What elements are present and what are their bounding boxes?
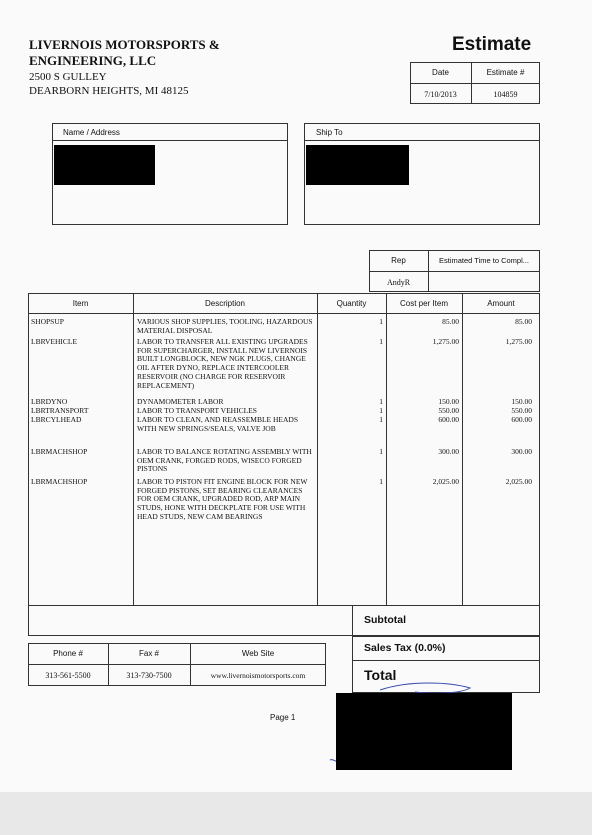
row-6-qty: 1 xyxy=(379,447,383,456)
row-7-cost: 2,025.00 xyxy=(432,477,459,486)
rep-value: AndyR xyxy=(386,278,411,287)
row-6-item: LBRMACHSHOP xyxy=(31,447,88,456)
row-1-qty: 1 xyxy=(379,317,383,326)
row-5-description: LABOR TO CLEAN, AND REASSEMBLE HEADS WITH NEW SPRINGS/SEALS, VALVE JOB xyxy=(137,415,298,433)
company-city: DEARBORN HEIGHTS, MI 48125 xyxy=(29,85,189,97)
header-quantity: Quantity xyxy=(336,299,367,308)
estimate-number-value: 104859 xyxy=(493,90,518,99)
redacted-name-block xyxy=(54,145,155,185)
company-address xyxy=(29,70,189,98)
estimate-number-label: Estimate # xyxy=(486,68,525,77)
name-address-label: Name / Address xyxy=(63,128,120,137)
row-1-cost: 85.00 xyxy=(442,317,459,326)
row-6-description: LABOR TO BALANCE ROTATING ASSEMBLY WITH OEM CRANK, FORGED RODS, WISECO FORGED PISTONS xyxy=(137,447,312,474)
website-value: www.livernoismotorsports.com xyxy=(210,671,306,680)
row-2-qty: 1 xyxy=(379,337,383,346)
row-5-item: LBRCYLHEAD xyxy=(31,415,82,424)
row-2-item: LBRVEHICLE xyxy=(31,337,78,346)
row-2-amount: 1,275.00 xyxy=(505,337,532,346)
row-7-amount: 2,025.00 xyxy=(505,477,532,486)
row-5-cost: 600.00 xyxy=(438,415,459,424)
document-title: Estimate xyxy=(452,34,532,55)
row-2-description: LABOR TO TRANSFER ALL EXISTING UPGRADES FOR SUPERCHARGER, INSTALL NEW LIVERNOIS BUILT LONGBLOCK, NEW NGK PLUGS, CHANGE OIL AFTER DYNO, REPLACE INTERCOOLER RESERVOIR (NO CHARGE FOR RESERVOIR REPLACEMENT) xyxy=(137,337,308,390)
page-number: Page 1 xyxy=(270,713,296,722)
company-name: LIVERNOIS MOTORSPORTS & ENGINEERING, LLC xyxy=(29,37,220,68)
row-6-cost: 300.00 xyxy=(438,447,459,456)
total-label: Total xyxy=(364,667,397,683)
phone-value: 313-561-5500 xyxy=(45,671,91,680)
row-7-qty: 1 xyxy=(379,477,383,486)
header-cost: Cost per Item xyxy=(399,299,448,308)
fax-value: 313-730-7500 xyxy=(126,671,172,680)
header-amount: Amount xyxy=(487,299,515,308)
redacted-signature-block xyxy=(336,693,512,770)
row-5-amount: 600.00 xyxy=(511,415,532,424)
date-value: 7/10/2013 xyxy=(424,90,457,99)
phone-label: Phone # xyxy=(53,649,83,658)
row-7-item: LBRMACHSHOP xyxy=(31,477,88,486)
row-4-qty: 1 xyxy=(379,406,383,415)
row-3-cost: 150.00 xyxy=(438,397,459,406)
header-item: Item xyxy=(72,299,89,308)
date-label: Date xyxy=(432,68,449,77)
row-1-description: VARIOUS SHOP SUPPLIES, TOOLING, HAZARDOUS MATERIAL DISPOSAL xyxy=(137,317,313,335)
website-label: Web Site xyxy=(241,649,275,658)
row-1-amount: 85.00 xyxy=(515,317,532,326)
redacted-ship-block xyxy=(306,145,409,185)
sales-tax-label: Sales Tax (0.0%) xyxy=(364,642,446,654)
row-2-cost: 1,275.00 xyxy=(432,337,459,346)
estimated-time-label: Estimated Time to Compl... xyxy=(438,256,530,265)
row-4-item: LBRTRANSPORT xyxy=(31,406,89,415)
row-3-qty: 1 xyxy=(379,397,383,406)
row-4-amount: 550.00 xyxy=(511,406,532,415)
fax-label: Fax # xyxy=(138,649,159,658)
row-5-qty: 1 xyxy=(379,415,383,424)
subtotal-label: Subtotal xyxy=(364,614,406,626)
row-7-description: LABOR TO PISTON FIT ENGINE BLOCK FOR NEW FORGED PISTONS, SET BEARING CLEARANCES FOR OEM CRANK, UPGRADED ROD, ARP MAIN STUDS, HONE WITH DECKPLATE FOR USE WITH HEAD STUDS, NEW CAM BEARINGS xyxy=(137,477,308,521)
company-street: 2500 S GULLEY xyxy=(29,71,107,83)
row-1-item: SHOPSUP xyxy=(31,317,64,326)
row-4-description: LABOR TO TRANSPORT VEHICLES xyxy=(137,406,257,415)
ship-to-label: Ship To xyxy=(316,128,343,137)
row-3-description: DYNAMOMETER LABOR xyxy=(137,397,224,406)
row-4-cost: 550.00 xyxy=(438,406,459,415)
row-3-item: LBRDYNO xyxy=(31,397,68,406)
row-6-amount: 300.00 xyxy=(511,447,532,456)
row-3-amount: 150.00 xyxy=(511,397,532,406)
rep-label: Rep xyxy=(391,256,406,265)
header-description: Description xyxy=(204,299,245,308)
